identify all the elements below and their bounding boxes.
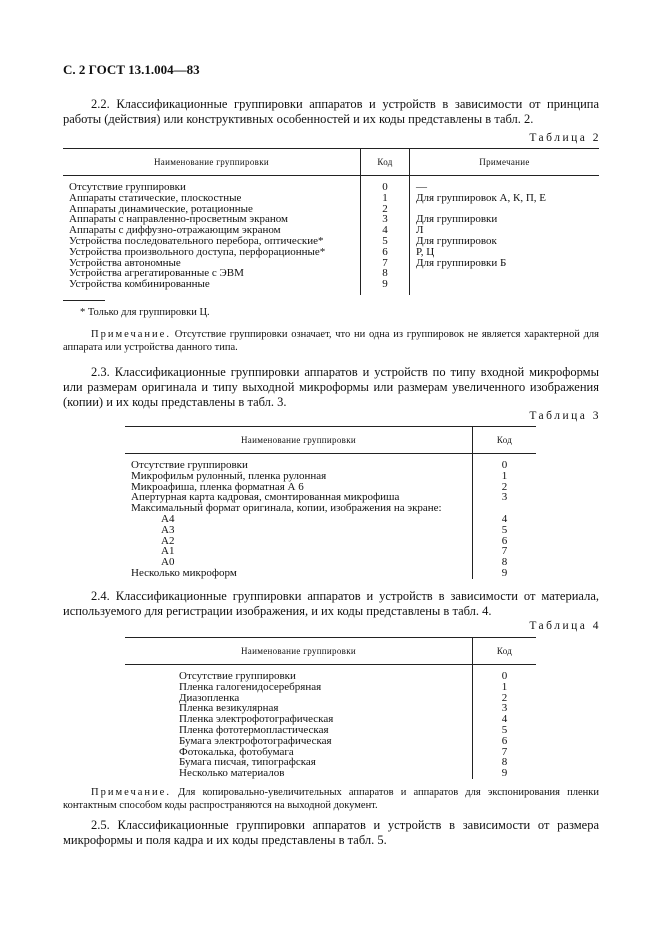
cell-note: Для группировок <box>410 236 600 247</box>
cell-note <box>410 279 600 295</box>
table-row <box>125 503 536 514</box>
table-row <box>63 279 599 295</box>
cell-code: 8 <box>361 268 410 279</box>
cell-code: 0 <box>361 176 410 193</box>
cell-code: 1 <box>473 471 537 482</box>
table-4-remark <box>63 786 599 812</box>
cell-name: Фотокалька, фотобумага <box>179 745 294 758</box>
table-2-footnote: * Только для группировки Ц. <box>80 307 210 318</box>
cell-name: Отсутствие группировки <box>131 459 248 471</box>
cell-name: Микроафиша, пленка форматная А 6 <box>131 480 304 493</box>
table-row <box>63 176 599 193</box>
cell-code: 3 <box>473 703 537 714</box>
remark-label: Примечание. <box>91 329 171 340</box>
cell-code: 0 <box>473 665 537 682</box>
cell-name: Апертурная карта кадровая, смонтированная микрофиша <box>131 491 400 504</box>
table-row <box>125 768 536 779</box>
cell-name: Максимальный формат оригинала, копии, изображения на экране: <box>131 502 442 515</box>
cell-code: 8 <box>473 557 537 568</box>
cell-name: А3 <box>161 523 175 536</box>
table-4-header-name: Наименование группировки <box>125 638 473 665</box>
table-4-body <box>125 665 536 779</box>
table-row <box>125 546 536 557</box>
cell-name: Несколько материалов <box>179 767 285 780</box>
footnote-rule <box>63 300 105 301</box>
cell-name: А2 <box>161 534 175 547</box>
cell-code: 9 <box>473 568 537 579</box>
cell-code: 7 <box>473 747 537 758</box>
cell-code: 0 <box>473 454 537 471</box>
cell-name: Пленка электрофотографическая <box>179 713 334 726</box>
cell-note <box>410 268 600 279</box>
remark-text: Отсутствие группировки означает, что ни одна из группировок не является характерной для аппарата или устройства данного типа. <box>63 329 599 353</box>
table-row <box>125 736 536 747</box>
cell-name: А4 <box>161 512 175 525</box>
paragraph-2-4: 2.4. Классификационные группировки аппаратов и устройств в зависимости от материала, используемого для регистрации изображения, и их коды представлены в табл. 4. <box>63 589 599 618</box>
cell-name: Устройства агрегатированные с ЭВМ <box>69 267 244 280</box>
cell-name: Отсутствие группировки <box>179 670 296 682</box>
cell-name: Бумага электрофотографическая <box>179 734 332 747</box>
cell-code: 4 <box>473 714 537 725</box>
cell-code: 8 <box>473 757 537 768</box>
cell-code: 2 <box>473 693 537 704</box>
table-row <box>125 454 536 471</box>
cell-name: Аппараты с диффузно-отражающим экраном <box>69 224 281 237</box>
cell-name: Устройства последовательного перебора, оптические* <box>69 234 324 247</box>
table-2-header-name: Наименование группировки <box>63 149 361 176</box>
cell-code: 5 <box>361 236 410 247</box>
paragraph-2-2: 2.2. Классификационные группировки аппаратов и устройств в зависимости от принципа работы (действия) или конструктивных особенностей и их коды представлены в табл. 2. <box>63 97 599 126</box>
table-4-caption: Таблица 4 <box>529 620 601 632</box>
paragraph-2-3: 2.3. Классификационные группировки аппаратов и устройств по типу входной микроформы или размерам оригинала и типу выходной микроформы или размерам увеличенного изображения (копии) и их коды представлены в табл. 3. <box>63 365 599 409</box>
cell-name: Несколько микроформ <box>131 566 237 579</box>
table-3-header-code: Код <box>473 427 537 454</box>
table-row <box>125 682 536 693</box>
table-3-header-name: Наименование группировки <box>125 427 473 454</box>
table-3-caption: Таблица 3 <box>529 410 601 422</box>
table-2-caption: Таблица 2 <box>529 132 601 144</box>
page-header: С. 2 ГОСТ 13.1.004—83 <box>63 62 200 77</box>
table-3 <box>125 426 536 579</box>
table-row <box>63 247 599 258</box>
cell-note: Для группировки <box>410 214 600 225</box>
cell-name: Аппараты с направленно-просветным экраном <box>69 213 288 226</box>
cell-note: Для группировок А, К, П, Е <box>410 193 600 204</box>
table-2-header-code: Код <box>361 149 410 176</box>
cell-code: 3 <box>361 214 410 225</box>
cell-name: Устройства автономные <box>69 256 181 269</box>
table-2-body <box>63 176 599 295</box>
cell-code: 4 <box>473 514 537 525</box>
cell-name: Устройства произвольного доступа, перфорационные* <box>69 245 326 258</box>
cell-name: Микрофильм рулонный, пленка рулонная <box>131 469 327 482</box>
cell-note: Л <box>410 225 600 236</box>
cell-name: А0 <box>161 556 175 569</box>
paragraph-2-5: 2.5. Классификационные группировки аппаратов и устройств в зависимости от размера микроформы и поля кадра и их коды представлены в табл. 5. <box>63 818 599 847</box>
cell-code: 4 <box>361 225 410 236</box>
cell-name: Аппараты статические, плоскостные <box>69 191 242 204</box>
remark-text: Для копировально-увеличительных аппаратов и аппаратов для экспонирования пленки контактным способом коды распространяются на выходной документ. <box>63 787 599 811</box>
cell-name: А1 <box>161 545 175 558</box>
table-2 <box>63 148 599 295</box>
cell-code: 7 <box>473 546 537 557</box>
table-row <box>125 514 536 525</box>
cell-name: Бумага писчая, типографская <box>179 756 316 769</box>
cell-name: Диазопленка <box>179 691 240 704</box>
cell-note: — <box>410 176 600 193</box>
cell-code: 9 <box>473 768 537 779</box>
cell-name: Аппараты динамические, ротационные <box>69 202 253 215</box>
cell-name: Устройства комбинированные <box>69 278 210 291</box>
table-4-header-code: Код <box>473 638 537 665</box>
table-row <box>125 471 536 482</box>
cell-code: 7 <box>361 258 410 269</box>
table-row <box>125 568 536 579</box>
cell-code: 6 <box>473 736 537 747</box>
table-row <box>125 665 536 682</box>
table-2-header-note: Примечание <box>410 149 600 176</box>
table-4 <box>125 637 536 779</box>
table-2-remark <box>63 328 599 354</box>
cell-name: Отсутствие группировки <box>69 181 186 193</box>
cell-name: Пленка везикулярная <box>179 702 279 715</box>
remark-label: Примечание. <box>91 787 171 798</box>
cell-note: Для группировки Б <box>410 258 600 269</box>
cell-code: 6 <box>361 247 410 258</box>
cell-code: 5 <box>473 725 537 736</box>
cell-code: 2 <box>361 204 410 215</box>
cell-code: 5 <box>473 525 537 536</box>
table-row <box>125 525 536 536</box>
table-row <box>63 193 599 204</box>
cell-note: Р, Ц <box>410 247 600 258</box>
cell-code: 6 <box>473 536 537 547</box>
cell-code: 3 <box>473 492 537 503</box>
cell-code: 2 <box>473 482 537 493</box>
cell-code: 1 <box>361 193 410 204</box>
cell-name: Пленка фототермопластическая <box>179 723 329 736</box>
cell-name: Пленка галогенидосеребряная <box>179 680 322 693</box>
table-row <box>125 536 536 547</box>
cell-code: 1 <box>473 682 537 693</box>
cell-code: 9 <box>361 279 410 295</box>
table-3-body <box>125 454 536 579</box>
